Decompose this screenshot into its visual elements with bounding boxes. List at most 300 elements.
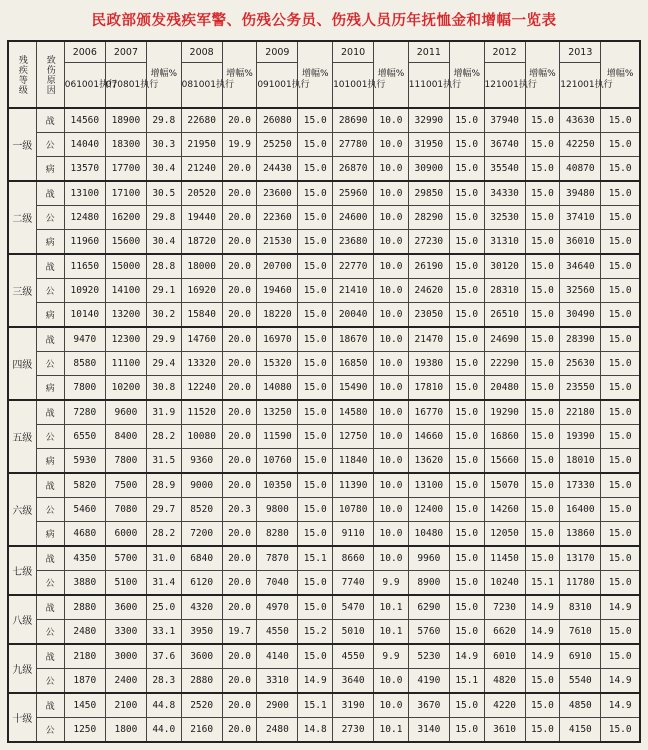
amount-cell: 16920 — [181, 279, 222, 303]
amount-cell: 15660 — [484, 449, 525, 474]
increase-cell: 15.0 — [601, 376, 640, 401]
year-header: 2011 — [408, 41, 449, 63]
increase-cell: 10.0 — [374, 546, 409, 571]
amount-cell: 32560 — [560, 279, 601, 303]
year-header: 2013 — [560, 41, 601, 63]
increase-cell: 15.0 — [298, 157, 333, 182]
amount-cell: 12750 — [333, 425, 374, 449]
amount-cell: 5760 — [408, 620, 449, 645]
amount-cell: 13100 — [408, 473, 449, 498]
increase-cell: 28.2 — [146, 522, 181, 547]
amount-cell: 7200 — [181, 522, 222, 547]
increase-cell: 20.0 — [222, 546, 257, 571]
amount-cell: 21530 — [257, 230, 298, 255]
amount-cell: 26870 — [333, 157, 374, 182]
amount-cell: 5930 — [64, 449, 105, 474]
increase-cell: 15.0 — [525, 303, 560, 328]
amount-cell: 36010 — [560, 230, 601, 255]
increase-cell: 15.1 — [449, 669, 484, 694]
execution-date-header: 091001执行 — [257, 63, 298, 109]
table-row — [8, 449, 640, 474]
increase-cell: 15.0 — [449, 400, 484, 425]
amount-cell: 7740 — [333, 571, 374, 596]
year-header: 2009 — [257, 41, 298, 63]
increase-cell: 15.0 — [449, 449, 484, 474]
increase-cell: 15.0 — [601, 644, 640, 669]
amount-cell: 9600 — [105, 400, 146, 425]
table-row — [8, 181, 640, 206]
amount-cell: 42250 — [560, 133, 601, 157]
increase-cell: 15.0 — [601, 230, 640, 255]
amount-cell: 7080 — [105, 498, 146, 522]
amount-cell: 28290 — [408, 206, 449, 230]
increase-pct-header: 增幅% — [374, 41, 409, 108]
injury-cause-cell: 战 — [36, 327, 64, 352]
increase-cell: 15.0 — [449, 620, 484, 645]
increase-cell: 15.0 — [298, 595, 333, 620]
increase-cell: 31.4 — [146, 571, 181, 596]
table-row — [8, 254, 640, 279]
increase-cell: 10.0 — [374, 376, 409, 401]
increase-cell: 28.9 — [146, 473, 181, 498]
amount-cell: 11650 — [64, 254, 105, 279]
table-row — [8, 230, 640, 255]
increase-cell: 9.9 — [374, 571, 409, 596]
increase-cell: 15.0 — [601, 498, 640, 522]
amount-cell: 13170 — [560, 546, 601, 571]
increase-cell: 10.0 — [374, 522, 409, 547]
amount-cell: 9960 — [408, 546, 449, 571]
increase-cell: 15.0 — [449, 157, 484, 182]
increase-cell: 29.8 — [146, 206, 181, 230]
amount-cell: 14560 — [64, 108, 105, 133]
increase-cell: 15.0 — [525, 133, 560, 157]
amount-cell: 5470 — [333, 595, 374, 620]
injury-cause-cell: 公 — [36, 279, 64, 303]
injury-cause-cell: 公 — [36, 133, 64, 157]
increase-cell: 19.7 — [222, 620, 257, 645]
amount-cell: 31950 — [408, 133, 449, 157]
increase-cell: 15.0 — [601, 133, 640, 157]
amount-cell: 4550 — [257, 620, 298, 645]
amount-cell: 3610 — [484, 718, 525, 743]
amount-cell: 32530 — [484, 206, 525, 230]
disability-level-cell: 七级 — [8, 546, 36, 595]
amount-cell: 3190 — [333, 693, 374, 718]
amount-cell: 17100 — [105, 181, 146, 206]
amount-cell: 17330 — [560, 473, 601, 498]
increase-cell: 20.0 — [222, 108, 257, 133]
table-row — [8, 473, 640, 498]
amount-cell: 10480 — [408, 522, 449, 547]
amount-cell: 6010 — [484, 644, 525, 669]
amount-cell: 3000 — [105, 644, 146, 669]
increase-cell: 28.2 — [146, 425, 181, 449]
disability-level-cell: 二级 — [8, 181, 36, 254]
amount-cell: 6910 — [560, 644, 601, 669]
amount-cell: 15000 — [105, 254, 146, 279]
amount-cell: 18300 — [105, 133, 146, 157]
year-header: 2010 — [333, 41, 374, 63]
amount-cell: 5100 — [105, 571, 146, 596]
amount-cell: 7280 — [64, 400, 105, 425]
increase-cell: 20.3 — [222, 498, 257, 522]
amount-cell: 1800 — [105, 718, 146, 743]
injury-cause-cell: 病 — [36, 303, 64, 328]
table-row — [8, 108, 640, 133]
table-row — [8, 157, 640, 182]
amount-cell: 9800 — [257, 498, 298, 522]
injury-cause-cell: 战 — [36, 473, 64, 498]
increase-cell: 15.0 — [525, 352, 560, 376]
amount-cell: 3640 — [333, 669, 374, 694]
increase-cell: 15.0 — [298, 522, 333, 547]
amount-cell: 18720 — [181, 230, 222, 255]
increase-cell: 15.0 — [298, 498, 333, 522]
disability-level-cell: 五级 — [8, 400, 36, 473]
increase-cell: 15.0 — [525, 718, 560, 743]
increase-cell: 14.9 — [525, 620, 560, 645]
year-header: 2007 — [105, 41, 146, 63]
table-header — [8, 41, 640, 108]
disability-level-cell: 九级 — [8, 644, 36, 693]
amount-cell: 22360 — [257, 206, 298, 230]
amount-cell: 5700 — [105, 546, 146, 571]
amount-cell: 12480 — [64, 206, 105, 230]
increase-cell: 15.0 — [298, 254, 333, 279]
amount-cell: 13200 — [105, 303, 146, 328]
amount-cell: 8280 — [257, 522, 298, 547]
increase-cell: 10.0 — [374, 279, 409, 303]
increase-cell: 15.1 — [298, 546, 333, 571]
increase-cell: 31.0 — [146, 546, 181, 571]
amount-cell: 37410 — [560, 206, 601, 230]
increase-cell: 14.9 — [601, 595, 640, 620]
injury-cause-cell: 战 — [36, 546, 64, 571]
header-row-years — [8, 41, 640, 63]
amount-cell: 1450 — [64, 693, 105, 718]
increase-cell: 20.0 — [222, 522, 257, 547]
amount-cell: 8660 — [333, 546, 374, 571]
increase-cell: 31.5 — [146, 449, 181, 474]
amount-cell: 32990 — [408, 108, 449, 133]
injury-cause-cell: 病 — [36, 376, 64, 401]
increase-cell: 15.0 — [601, 718, 640, 743]
amount-cell: 20040 — [333, 303, 374, 328]
amount-cell: 3880 — [64, 571, 105, 596]
pension-table — [7, 40, 641, 743]
amount-cell: 3140 — [408, 718, 449, 743]
increase-cell: 15.0 — [298, 425, 333, 449]
increase-cell: 20.0 — [222, 352, 257, 376]
increase-cell: 30.4 — [146, 230, 181, 255]
table-row — [8, 133, 640, 157]
amount-cell: 14660 — [408, 425, 449, 449]
increase-cell: 15.0 — [449, 206, 484, 230]
amount-cell: 6840 — [181, 546, 222, 571]
amount-cell: 22180 — [560, 400, 601, 425]
increase-cell: 15.0 — [298, 571, 333, 596]
increase-cell: 44.0 — [146, 718, 181, 743]
increase-cell: 37.6 — [146, 644, 181, 669]
increase-cell: 15.0 — [601, 620, 640, 645]
amount-cell: 20520 — [181, 181, 222, 206]
increase-cell: 15.0 — [449, 279, 484, 303]
injury-cause-cell: 病 — [36, 522, 64, 547]
amount-cell: 13860 — [560, 522, 601, 547]
increase-cell: 15.0 — [525, 254, 560, 279]
increase-pct-header: 增幅% — [601, 41, 640, 108]
increase-cell: 15.0 — [601, 206, 640, 230]
amount-cell: 9000 — [181, 473, 222, 498]
amount-cell: 2480 — [257, 718, 298, 743]
increase-cell: 25.0 — [146, 595, 181, 620]
increase-cell: 15.0 — [525, 230, 560, 255]
increase-cell: 15.0 — [298, 327, 333, 352]
amount-cell: 2900 — [257, 693, 298, 718]
injury-cause-cell: 战 — [36, 644, 64, 669]
amount-cell: 7800 — [64, 376, 105, 401]
amount-cell: 28390 — [560, 327, 601, 352]
amount-cell: 14080 — [257, 376, 298, 401]
amount-cell: 25250 — [257, 133, 298, 157]
increase-cell: 15.0 — [449, 718, 484, 743]
increase-cell: 15.0 — [449, 473, 484, 498]
amount-cell: 26510 — [484, 303, 525, 328]
increase-cell: 15.0 — [449, 327, 484, 352]
amount-cell: 11520 — [181, 400, 222, 425]
increase-cell: 20.0 — [222, 254, 257, 279]
amount-cell: 10200 — [105, 376, 146, 401]
amount-cell: 28690 — [333, 108, 374, 133]
increase-cell: 15.0 — [298, 473, 333, 498]
execution-date-header: 101001执行 — [333, 63, 374, 109]
increase-cell: 31.9 — [146, 400, 181, 425]
increase-cell: 20.0 — [222, 230, 257, 255]
increase-cell: 15.0 — [298, 181, 333, 206]
amount-cell: 3300 — [105, 620, 146, 645]
increase-cell: 10.0 — [374, 449, 409, 474]
increase-cell: 20.0 — [222, 718, 257, 743]
increase-cell: 20.0 — [222, 327, 257, 352]
amount-cell: 6620 — [484, 620, 525, 645]
table-row — [8, 522, 640, 547]
amount-cell: 2180 — [64, 644, 105, 669]
amount-cell: 12300 — [105, 327, 146, 352]
increase-cell: 20.0 — [222, 449, 257, 474]
increase-cell: 15.0 — [449, 498, 484, 522]
increase-cell: 15.0 — [525, 327, 560, 352]
increase-cell: 14.9 — [601, 693, 640, 718]
increase-cell: 15.0 — [601, 546, 640, 571]
amount-cell: 31310 — [484, 230, 525, 255]
amount-cell: 21470 — [408, 327, 449, 352]
increase-cell: 15.0 — [601, 449, 640, 474]
amount-cell: 19380 — [408, 352, 449, 376]
increase-cell: 10.0 — [374, 303, 409, 328]
table-row — [8, 620, 640, 645]
increase-cell: 15.0 — [449, 254, 484, 279]
amount-cell: 5230 — [408, 644, 449, 669]
increase-cell: 30.8 — [146, 376, 181, 401]
increase-cell: 15.0 — [449, 693, 484, 718]
amount-cell: 10140 — [64, 303, 105, 328]
increase-cell: 15.0 — [525, 376, 560, 401]
execution-date-header: 070801执行 — [105, 63, 146, 109]
amount-cell: 2520 — [181, 693, 222, 718]
increase-cell: 15.0 — [601, 108, 640, 133]
amount-cell: 8580 — [64, 352, 105, 376]
increase-cell: 15.1 — [525, 571, 560, 596]
increase-pct-header: 增幅% — [449, 41, 484, 108]
increase-cell: 28.8 — [146, 254, 181, 279]
increase-cell: 15.0 — [449, 376, 484, 401]
increase-cell: 33.1 — [146, 620, 181, 645]
increase-cell: 15.0 — [601, 522, 640, 547]
amount-cell: 19440 — [181, 206, 222, 230]
increase-cell: 15.0 — [449, 133, 484, 157]
amount-cell: 14100 — [105, 279, 146, 303]
amount-cell: 18010 — [560, 449, 601, 474]
amount-cell: 3600 — [181, 644, 222, 669]
amount-cell: 13620 — [408, 449, 449, 474]
cause-header: 致伤原因 — [36, 41, 64, 108]
increase-cell: 20.0 — [222, 644, 257, 669]
increase-cell: 29.1 — [146, 279, 181, 303]
amount-cell: 6000 — [105, 522, 146, 547]
amount-cell: 18220 — [257, 303, 298, 328]
amount-cell: 4970 — [257, 595, 298, 620]
amount-cell: 37940 — [484, 108, 525, 133]
amount-cell: 8520 — [181, 498, 222, 522]
amount-cell: 16770 — [408, 400, 449, 425]
increase-cell: 15.0 — [298, 303, 333, 328]
increase-pct-header: 增幅% — [146, 41, 181, 108]
amount-cell: 34330 — [484, 181, 525, 206]
amount-cell: 20700 — [257, 254, 298, 279]
table-row — [8, 376, 640, 401]
amount-cell: 16200 — [105, 206, 146, 230]
amount-cell: 19460 — [257, 279, 298, 303]
injury-cause-cell: 病 — [36, 230, 64, 255]
execution-date-header: 121001执行 — [560, 63, 601, 109]
amount-cell: 29850 — [408, 181, 449, 206]
amount-cell: 23050 — [408, 303, 449, 328]
amount-cell: 10350 — [257, 473, 298, 498]
increase-cell: 15.0 — [449, 546, 484, 571]
amount-cell: 14040 — [64, 133, 105, 157]
increase-pct-header: 增幅% — [222, 41, 257, 108]
increase-cell: 10.0 — [374, 473, 409, 498]
amount-cell: 7040 — [257, 571, 298, 596]
amount-cell: 22680 — [181, 108, 222, 133]
increase-cell: 14.9 — [298, 669, 333, 694]
amount-cell: 8900 — [408, 571, 449, 596]
increase-cell: 44.8 — [146, 693, 181, 718]
increase-cell: 15.0 — [601, 352, 640, 376]
increase-cell: 15.0 — [449, 108, 484, 133]
amount-cell: 4190 — [408, 669, 449, 694]
amount-cell: 3600 — [105, 595, 146, 620]
table-row — [8, 206, 640, 230]
increase-cell: 20.0 — [222, 279, 257, 303]
increase-cell: 20.0 — [222, 425, 257, 449]
increase-cell: 15.0 — [601, 571, 640, 596]
increase-cell: 14.9 — [525, 595, 560, 620]
increase-cell: 15.0 — [601, 303, 640, 328]
table-row — [8, 303, 640, 328]
amount-cell: 4150 — [560, 718, 601, 743]
increase-cell: 20.0 — [222, 571, 257, 596]
increase-cell: 14.9 — [525, 644, 560, 669]
amount-cell: 2400 — [105, 669, 146, 694]
amount-cell: 4820 — [484, 669, 525, 694]
amount-cell: 17810 — [408, 376, 449, 401]
increase-cell: 10.0 — [374, 230, 409, 255]
increase-cell: 15.0 — [449, 303, 484, 328]
injury-cause-cell: 战 — [36, 400, 64, 425]
execution-date-header: 111001执行 — [408, 63, 449, 109]
amount-cell: 4320 — [181, 595, 222, 620]
disability-level-cell: 一级 — [8, 108, 36, 181]
increase-cell: 15.2 — [298, 620, 333, 645]
year-header: 2008 — [181, 41, 222, 63]
amount-cell: 5820 — [64, 473, 105, 498]
increase-cell: 15.0 — [298, 400, 333, 425]
increase-cell: 15.0 — [525, 157, 560, 182]
increase-cell: 20.0 — [222, 303, 257, 328]
increase-cell: 14.9 — [449, 644, 484, 669]
amount-cell: 35540 — [484, 157, 525, 182]
injury-cause-cell: 病 — [36, 157, 64, 182]
year-header: 2012 — [484, 41, 525, 63]
amount-cell: 21410 — [333, 279, 374, 303]
year-header: 2006 — [64, 41, 105, 63]
amount-cell: 2100 — [105, 693, 146, 718]
injury-cause-cell: 病 — [36, 449, 64, 474]
amount-cell: 7230 — [484, 595, 525, 620]
table-row — [8, 644, 640, 669]
amount-cell: 24600 — [333, 206, 374, 230]
amount-cell: 7870 — [257, 546, 298, 571]
amount-cell: 24690 — [484, 327, 525, 352]
amount-cell: 24620 — [408, 279, 449, 303]
increase-cell: 30.3 — [146, 133, 181, 157]
increase-cell: 20.0 — [222, 473, 257, 498]
increase-cell: 15.0 — [601, 327, 640, 352]
amount-cell: 11780 — [560, 571, 601, 596]
amount-cell: 12050 — [484, 522, 525, 547]
injury-cause-cell: 战 — [36, 595, 64, 620]
increase-cell: 15.0 — [601, 473, 640, 498]
injury-cause-cell: 战 — [36, 108, 64, 133]
increase-cell: 15.0 — [525, 425, 560, 449]
amount-cell: 21950 — [181, 133, 222, 157]
table-row — [8, 571, 640, 596]
increase-cell: 15.0 — [298, 376, 333, 401]
amount-cell: 10760 — [257, 449, 298, 474]
increase-cell: 15.0 — [298, 352, 333, 376]
increase-cell: 10.0 — [374, 181, 409, 206]
table-row — [8, 595, 640, 620]
amount-cell: 10780 — [333, 498, 374, 522]
increase-cell: 10.0 — [374, 425, 409, 449]
amount-cell: 12400 — [408, 498, 449, 522]
amount-cell: 9470 — [64, 327, 105, 352]
increase-cell: 10.0 — [374, 669, 409, 694]
increase-cell: 20.0 — [222, 376, 257, 401]
amount-cell: 16860 — [484, 425, 525, 449]
